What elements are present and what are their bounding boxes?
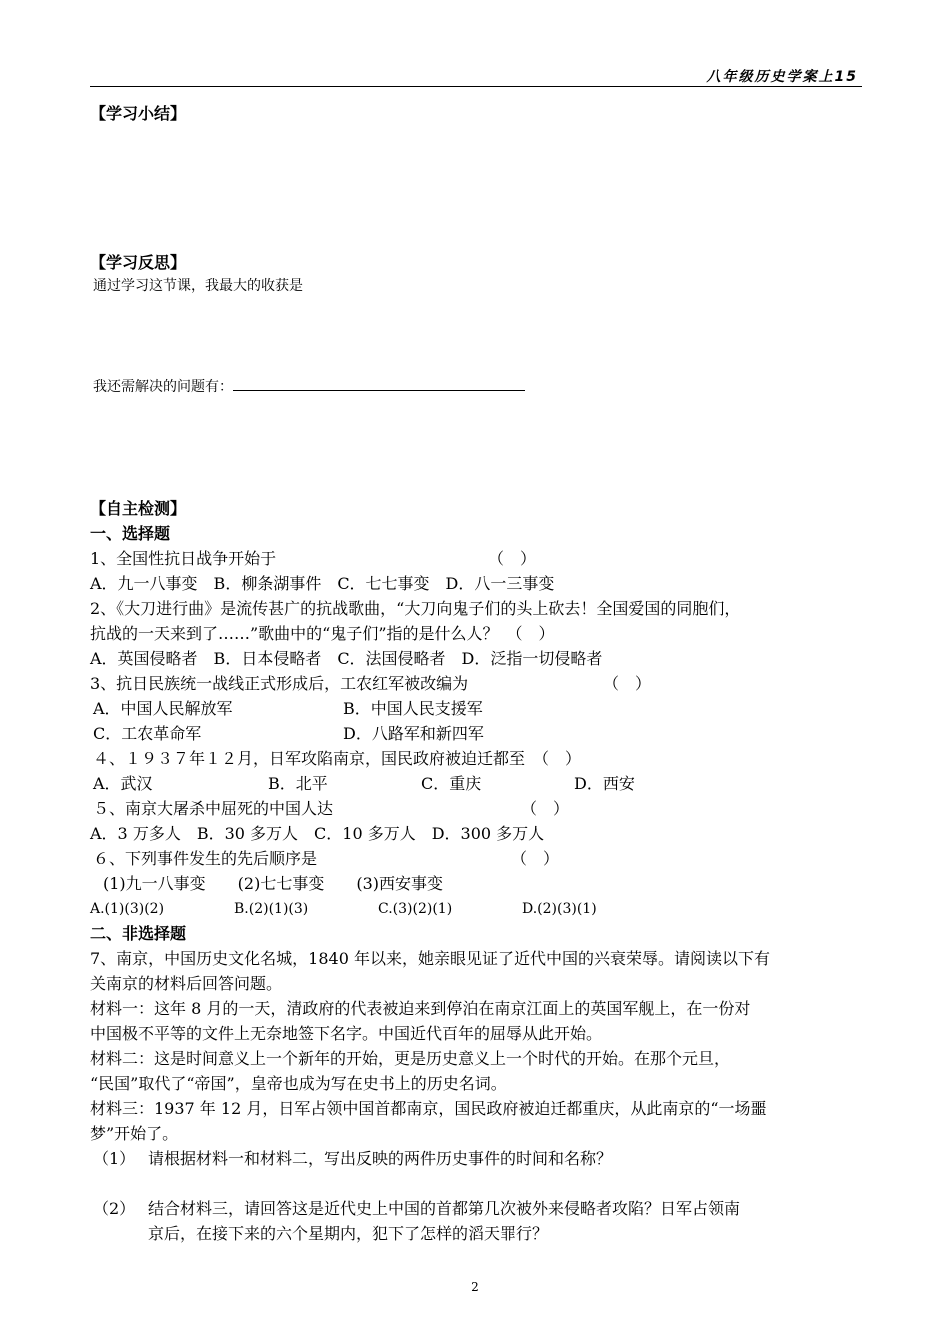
page-number: 2 — [471, 1280, 479, 1294]
q7-sub1-text: 请根据材料一和材料二，写出反映的两件历史事件的时间和名称？ — [148, 1149, 613, 1168]
q4-option-a: A．武汉 — [93, 774, 153, 793]
q6-option-d: D.(2)(3)(1) — [522, 901, 597, 917]
q7-sub2-number: （2） — [93, 1199, 136, 1218]
q3-option-b: B．中国人民支援军 — [343, 699, 483, 718]
q5-stem: ５、南京大屠杀中屈死的中国人达 — [93, 799, 334, 818]
q6-option-c: C.(3)(2)(1) — [378, 901, 453, 917]
q3-option-c: C．工农革命军 — [93, 724, 202, 743]
q6-stem: ６、下列事件发生的先后顺序是 — [93, 849, 318, 868]
part2-heading: 二、非选择题 — [90, 924, 187, 943]
page-header — [90, 66, 862, 87]
q6-option-b: B.(2)(1)(3) — [234, 901, 309, 917]
q7-line2: 关南京的材料后回答问题。 — [90, 974, 283, 993]
answer-blank — [233, 376, 525, 391]
reflection-heading: 【学习反思】 — [90, 253, 187, 272]
q1-paren: （ ） — [488, 549, 537, 568]
q7-sub2-line2: 京后，在接下来的六个星期内，犯下了怎样的滔天罪行？ — [148, 1224, 549, 1243]
q2-options: A．英国侵略者 B．日本侵略者 C．法国侵略者 D．泛指一切侵略者 — [90, 649, 603, 668]
q2-stem-line2: 抗战的一天来到了……”歌曲中的“鬼子们”指的是什么人？ （ ） — [90, 624, 555, 643]
q3-stem: 3、抗日民族统一战线正式形成后，工农红军被改编为 — [90, 674, 469, 693]
header-title: 八年级历史学案上15 — [706, 69, 858, 85]
q3-paren: （ ） — [603, 674, 652, 693]
material3-line1: 材料三：1937 年 12 月，日军占领中国首都南京，国民政府被迫迁都重庆，从此南京的“一场噩 — [90, 1099, 767, 1118]
q7-sub1-number: （1） — [93, 1149, 136, 1168]
material3-line2: 梦”开始了。 — [90, 1124, 179, 1143]
q3-option-a: A．中国人民解放军 — [93, 699, 233, 718]
reflection-gain-prompt: 通过学习这节课，我最大的收获是 — [93, 278, 303, 294]
q5-options: A．3 万多人 B．30 多万人 C．10 多万人 D．300 多万人 — [90, 824, 545, 843]
reflection-unsolved-line — [93, 375, 525, 399]
material1-line2: 中国极不平等的文件上无奈地签下名字。中国近代百年的屈辱从此开始。 — [90, 1024, 603, 1043]
q7-line1: 7、南京，中国历史文化名城，1840 年以来，她亲眼见证了近代中国的兴衰荣辱。请阅读以下有 — [90, 949, 770, 968]
q4-option-b: B．北平 — [268, 774, 328, 793]
reflection-unsolved-prompt: 我还需解决的问题有： — [93, 379, 233, 395]
part1-heading: 一、选择题 — [90, 524, 171, 543]
material1-line1: 材料一：这年 8 月的一天，清政府的代表被迫来到停泊在南京江面上的英国军舰上，在一份对 — [90, 999, 751, 1018]
q1-stem: 1、全国性抗日战争开始于 — [90, 549, 277, 568]
q6-option-a: A.(1)(3)(2) — [90, 901, 165, 917]
q2-stem-line1: 2、《大刀进行曲》是流传甚广的抗战歌曲，“大刀向鬼子们的头上砍去！全国爱国的同胞们， — [90, 599, 741, 618]
material2-line1: 材料二：这是时间意义上一个新年的开始，更是历史意义上一个时代的开始。在那个元旦， — [90, 1049, 731, 1068]
q4-option-d: D．西安 — [574, 774, 635, 793]
q5-paren: （ ） — [521, 799, 570, 818]
q4-option-c: C．重庆 — [421, 774, 482, 793]
material2-line2: “民国”取代了“帝国”，皇帝也成为写在史书上的历史名词。 — [90, 1074, 507, 1093]
q1-options: A．九一八事变 B．柳条湖事件 C．七七事变 D．八一三事变 — [90, 574, 555, 593]
summary-heading: 【学习小结】 — [90, 104, 187, 123]
selftest-heading: 【自主检测】 — [90, 499, 187, 518]
q7-sub2-line1: 结合材料三，请回答这是近代史上中国的首都第几次被外来侵略者攻陷？日军占领南 — [148, 1199, 741, 1218]
q6-paren: （ ） — [511, 849, 560, 868]
q6-events: (1)九一八事变 (2)七七事变 (3)西安事变 — [103, 874, 443, 893]
q4-stem: ４、１９３７年１２月，日军攻陷南京，国民政府被迫迁都至 （ ） — [93, 749, 582, 768]
q3-option-d: D．八路军和新四军 — [343, 724, 484, 743]
